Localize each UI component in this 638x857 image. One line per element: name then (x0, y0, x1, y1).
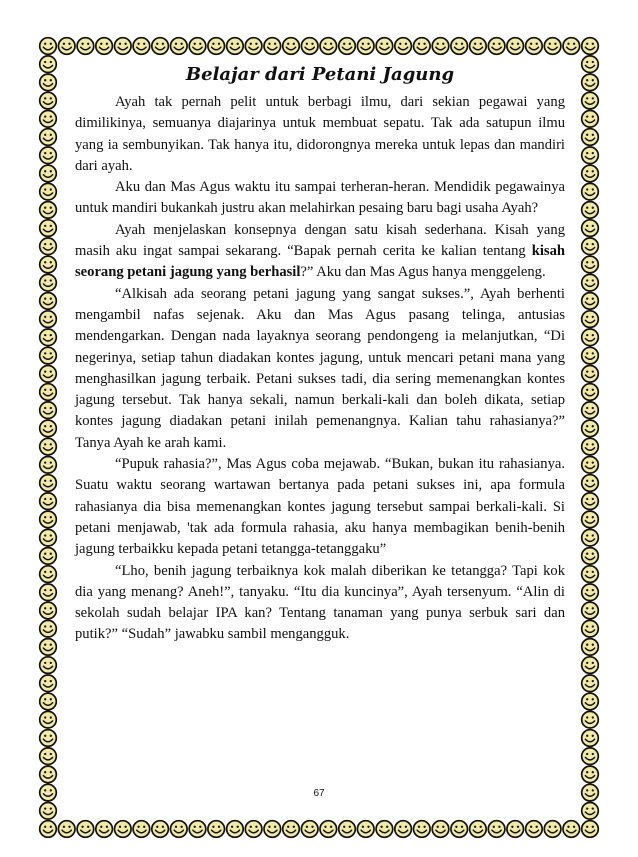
smiley-face-icon (40, 475, 57, 492)
smiley-face-icon (40, 366, 57, 383)
smiley-face-icon (40, 329, 57, 346)
smiley-face-icon (395, 821, 412, 838)
smiley-face-icon (40, 602, 57, 619)
smiley-face-icon (582, 165, 599, 182)
smiley-face-icon (582, 475, 599, 492)
smiley-face-icon (582, 129, 599, 146)
smiley-face-icon (320, 38, 337, 55)
paragraph-5: “Pupuk rahasia?”, Mas Agus coba mejawab. “Bukan, bukan itu rahasianya. Suatu waktu seorang wartawan bertanya pada petani sukses ini, apa formula rahasianya dia bisa memenangkan kontes jagung tersebut sampai berkali-kali. Si petani menjawab, 'tak ada formula rahasia, aku hanya membagikan benih-benih jagung terbaikku kepada petani tetangga-tetanggaku” (75, 456, 565, 558)
smiley-face-icon (357, 38, 374, 55)
smiley-face-icon (414, 38, 431, 55)
smiley-face-icon (432, 38, 449, 55)
smiley-face-icon (432, 821, 449, 838)
smiley-face-icon (40, 311, 57, 328)
smiley-face-icon (40, 220, 57, 237)
smiley-face-icon (582, 274, 599, 291)
smiley-face-icon (40, 730, 57, 747)
smiley-face-icon (283, 38, 300, 55)
smiley-face-icon (582, 566, 599, 583)
smiley-face-icon (582, 311, 599, 328)
smiley-face-icon (40, 748, 57, 765)
smiley-face-icon (320, 821, 337, 838)
smiley-face-icon (40, 92, 57, 109)
smiley-face-icon (96, 821, 113, 838)
smiley-face-icon (40, 821, 57, 838)
smiley-face-icon (376, 821, 393, 838)
smiley-face-icon (582, 366, 599, 383)
smiley-face-icon (582, 347, 599, 364)
smiley-face-icon (414, 821, 431, 838)
smiley-face-icon (451, 821, 468, 838)
smiley-face-icon (488, 38, 505, 55)
smiley-face-icon (40, 183, 57, 200)
smiley-face-icon (208, 821, 225, 838)
smiley-face-icon (582, 657, 599, 674)
smiley-face-icon (58, 38, 75, 55)
smiley-face-icon (96, 38, 113, 55)
smiley-face-icon (77, 821, 94, 838)
smiley-face-icon (40, 620, 57, 637)
smiley-face-icon (40, 384, 57, 401)
smiley-face-icon (133, 821, 150, 838)
paragraph-1: Ayah tak pernah pelit untuk berbagi ilmu, dari sekian pegawai yang dimilikinya, semuanya diajarinya untuk membuat sepatu. Tak ada satupun ilmu yang ia sembunyikan. Tak hanya itu, didorongnya mereka untuk lepas dan mandiri dari ayah. (75, 94, 565, 174)
smiley-face-icon (40, 584, 57, 601)
smiley-face-icon (40, 657, 57, 674)
smiley-face-icon (40, 511, 57, 528)
smiley-face-icon (171, 38, 188, 55)
smiley-face-icon (189, 821, 206, 838)
page-content (75, 60, 565, 646)
smiley-face-icon (582, 821, 599, 838)
smiley-face-icon (544, 38, 561, 55)
smiley-face-icon (582, 220, 599, 237)
smiley-face-icon (582, 384, 599, 401)
smiley-face-icon (189, 38, 206, 55)
smiley-face-icon (582, 766, 599, 783)
smiley-face-icon (40, 165, 57, 182)
smiley-face-icon (582, 329, 599, 346)
smiley-face-icon (357, 821, 374, 838)
smiley-face-icon (40, 675, 57, 692)
smiley-face-icon (582, 202, 599, 219)
smiley-face-icon (152, 38, 169, 55)
smiley-face-icon (40, 202, 57, 219)
paragraph-3-bold: kisah seorang petani jagung yang berhasil (75, 243, 565, 281)
smiley-face-icon (40, 74, 57, 91)
smiley-face-icon (208, 38, 225, 55)
smiley-face-icon (582, 675, 599, 692)
smiley-face-icon (40, 457, 57, 474)
smiley-face-icon (470, 38, 487, 55)
smiley-face-icon (582, 183, 599, 200)
smiley-face-icon (40, 566, 57, 583)
smiley-face-icon (582, 639, 599, 656)
smiley-face-icon (227, 38, 244, 55)
smiley-face-icon (395, 38, 412, 55)
smiley-face-icon (40, 711, 57, 728)
smiley-face-icon (582, 238, 599, 255)
smiley-face-icon (451, 38, 468, 55)
smiley-face-icon (582, 293, 599, 310)
smiley-face-icon (582, 584, 599, 601)
paragraph-2: Aku dan Mas Agus waktu itu sampai terheran-heran. Mendidik pegawainya untuk mandiri bukankah justru akan melahirkan pesaing baru bagi usaha Ayah? (75, 179, 565, 217)
smiley-face-icon (301, 821, 318, 838)
smiley-face-icon (470, 821, 487, 838)
story-text (75, 92, 565, 646)
smiley-face-icon (507, 821, 524, 838)
smiley-face-icon (582, 74, 599, 91)
smiley-face-icon (507, 38, 524, 55)
smiley-face-icon (582, 748, 599, 765)
smiley-face-icon (526, 38, 543, 55)
smiley-face-icon (582, 620, 599, 637)
smiley-face-icon (582, 256, 599, 273)
smiley-face-icon (563, 821, 580, 838)
smiley-face-icon (563, 38, 580, 55)
smiley-face-icon (582, 438, 599, 455)
smiley-face-icon (582, 457, 599, 474)
smiley-face-icon (115, 38, 132, 55)
smiley-face-icon (171, 821, 188, 838)
smiley-face-icon (40, 38, 57, 55)
smiley-face-icon (40, 256, 57, 273)
smiley-face-icon (544, 821, 561, 838)
smiley-face-icon (376, 38, 393, 55)
smiley-face-icon (488, 821, 505, 838)
smiley-face-icon (40, 803, 57, 820)
smiley-face-icon (40, 493, 57, 510)
smiley-face-icon (582, 730, 599, 747)
page-title: Belajar dari Petani Jagung (185, 64, 455, 85)
smiley-face-icon (245, 38, 262, 55)
smiley-face-icon (58, 821, 75, 838)
smiley-face-icon (40, 438, 57, 455)
smiley-face-icon (40, 238, 57, 255)
smiley-face-icon (582, 420, 599, 437)
smiley-face-icon (582, 402, 599, 419)
smiley-face-icon (264, 38, 281, 55)
smiley-face-icon (40, 548, 57, 565)
paragraph-3-end: ?” Aku dan Mas Agus hanya menggeleng. (300, 264, 546, 281)
smiley-face-icon (40, 274, 57, 291)
smiley-face-icon (40, 347, 57, 364)
smiley-face-icon (582, 529, 599, 546)
smiley-face-icon (227, 821, 244, 838)
smiley-face-icon (582, 56, 599, 73)
smiley-face-icon (264, 821, 281, 838)
smiley-face-icon (301, 38, 318, 55)
smiley-face-icon (40, 402, 57, 419)
smiley-face-icon (582, 493, 599, 510)
smiley-face-icon (582, 602, 599, 619)
paragraph-3-start: Ayah menjelaskan konsepnya dengan satu kisah sederhana. Kisah yang masih aku ingat sampai sekarang. “Bapak pernah cerita ke kalian tentang (75, 221, 565, 260)
paragraph-4: “Alkisah ada seorang petani jagung yang sangat sukses.”, Ayah berhenti mengambil nafas sejenak. Aku dan Mas Agus pasang telinga, antusias mendengarkan. Dengan nada layaknya seorang pendongeng ia melanjutkan, “Di negerinya, setiap tahun diadakan kontes jagung, untuk mencari petani mana yang menghasilkan jagung terbaik. Petani sukses tadi, dia sering memenangkan kontes jagung tersebut. Tak hanya sekali, namun berkali-kali dan boleh dikata, setiap kontes jagung diadakan petani inilah pemenangnya. Kalian tahu rahasianya?” Tanya Ayah ke arah kami. (75, 285, 565, 451)
smiley-face-icon (582, 711, 599, 728)
smiley-face-icon (77, 38, 94, 55)
smiley-face-icon (339, 821, 356, 838)
smiley-face-icon (40, 693, 57, 710)
paragraph-6: “Lho, benih jagung terbaiknya kok malah diberikan ke tetangga? Tapi kok dia yang menang? Aneh!”, tanyaku. “Itu dia kuncinya”, Ayah tersenyum. “Alin di sekolah sudah belajar IPA kan? Tentang tanaman yang punya serbuk sari dan putik?” “Sudah” jawabku sambil mengangguk. (75, 562, 565, 643)
smiley-face-icon (40, 420, 57, 437)
smiley-face-icon (526, 821, 543, 838)
smiley-face-icon (582, 92, 599, 109)
smiley-face-icon (582, 38, 599, 55)
smiley-face-icon (582, 693, 599, 710)
smiley-face-icon (40, 129, 57, 146)
smiley-face-icon (40, 56, 57, 73)
smiley-face-icon (582, 548, 599, 565)
smiley-face-icon (582, 111, 599, 128)
smiley-face-icon (40, 111, 57, 128)
smiley-face-icon (339, 38, 356, 55)
smiley-face-icon (582, 147, 599, 164)
smiley-face-icon (115, 821, 132, 838)
smiley-face-icon (40, 766, 57, 783)
page-number: 67 (313, 788, 325, 799)
smiley-face-icon (245, 821, 262, 838)
smiley-face-icon (133, 38, 150, 55)
paragraph-3 (75, 220, 565, 284)
smiley-face-icon (283, 821, 300, 838)
smiley-face-icon (582, 803, 599, 820)
smiley-face-icon (40, 293, 57, 310)
smiley-face-icon (40, 639, 57, 656)
smiley-face-icon (152, 821, 169, 838)
smiley-face-icon (40, 147, 57, 164)
smiley-face-icon (582, 511, 599, 528)
smiley-face-icon (40, 529, 57, 546)
